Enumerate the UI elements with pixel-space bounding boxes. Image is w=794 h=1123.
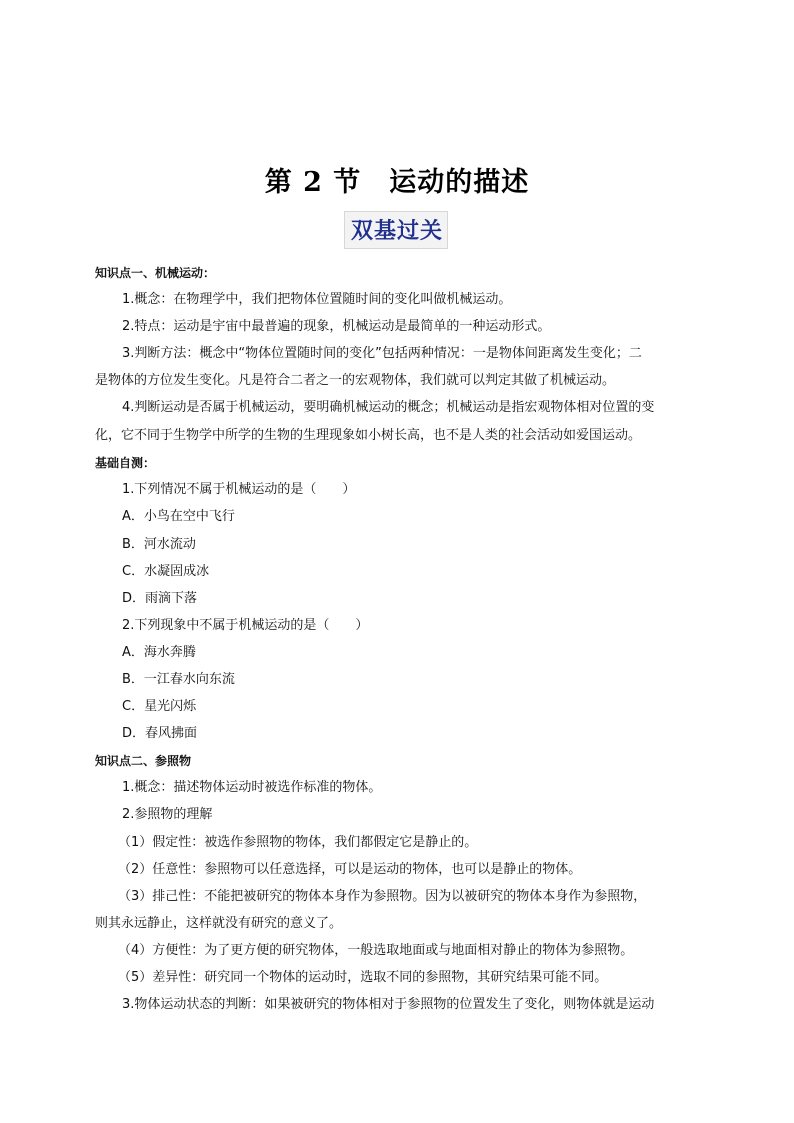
answer-option: A．海水奔腾 (122, 645, 196, 660)
heading-knowledge-2: 知识点二、参照物 (95, 754, 192, 768)
answer-option: B．一江春水向东流 (122, 672, 235, 687)
section-banner: 双基过关 (350, 218, 443, 244)
answer-option: D．春风拂面 (122, 726, 198, 741)
paragraph-line: （4）方便性：为了更方便的研究物体，一般选取地面或与地面相对静止的物体为参照物。 (118, 943, 634, 958)
answer-option: B．河水流动 (122, 537, 196, 552)
answer-option: D．雨滴下落 (122, 591, 198, 606)
paragraph-line: 1.概念：在物理学中，我们把物体位置随时间的变化叫做机械运动。 (122, 292, 512, 307)
paragraph-line: 是物体的方位发生变化。凡是符合二者之一的宏观物体，我们就可以判定其做了机械运动。 (95, 373, 616, 388)
paragraph-line: （1）假定性：被选作参照物的物体，我们都假定它是静止的。 (118, 835, 478, 850)
answer-option: C．水凝固成冰 (122, 564, 210, 579)
paragraph-line: （2）任意性：参照物可以任意选择，可以是运动的物体，也可以是静止的物体。 (118, 862, 582, 877)
paragraph-line: 则其永远静止，这样就没有研究的意义了。 (95, 916, 343, 931)
paragraph-line: 2.参照物的理解 (122, 807, 213, 822)
paragraph-line: 1.概念：描述物体运动时被选作标准的物体。 (122, 780, 382, 795)
question-stem: 2.下列现象中不属于机械运动的是（ ） (122, 618, 369, 633)
answer-option: C．星光闪烁 (122, 699, 197, 714)
paragraph-line: 3.判断方法：概念中“物体位置随时间的变化”包括两种情况：一是物体间距离发生变化；二 (122, 346, 642, 361)
answer-option: A．小鸟在空中飞行 (122, 509, 235, 524)
heading-knowledge-1: 知识点一、机械运动： (95, 266, 216, 280)
question-stem: 1.下列情况不属于机械运动的是（ ） (122, 482, 356, 497)
paragraph-line: 化，它不同于生物学中所学的生物的生理现象如小树长高，也不是人类的社会活动如爱国运动。 (95, 428, 642, 443)
paragraph-line: （5）差异性：研究同一个物体的运动时，选取不同的参照物，其研究结果可能不同。 (118, 970, 608, 985)
page-title: 第 2 节 运动的描述 (264, 167, 530, 198)
paragraph-line: 4.判断运动是否属于机械运动，要明确机械运动的概念；机械运动是指宏观物体相对位置的变 (122, 400, 655, 415)
paragraph-line: 3.物体运动状态的判断：如果被研究的物体相对于参照物的位置发生了变化，则物体就是运动 (122, 997, 655, 1012)
paragraph-line: 2.特点：运动是宇宙中最普遍的现象，机械运动是最简单的一种运动形式。 (122, 319, 551, 334)
paragraph-line: （3）排己性：不能把被研究的物体本身作为参照物。因为以被研究的物体本身作为参照物， (118, 889, 647, 904)
heading-basic-test: 基础自测： (95, 456, 156, 470)
